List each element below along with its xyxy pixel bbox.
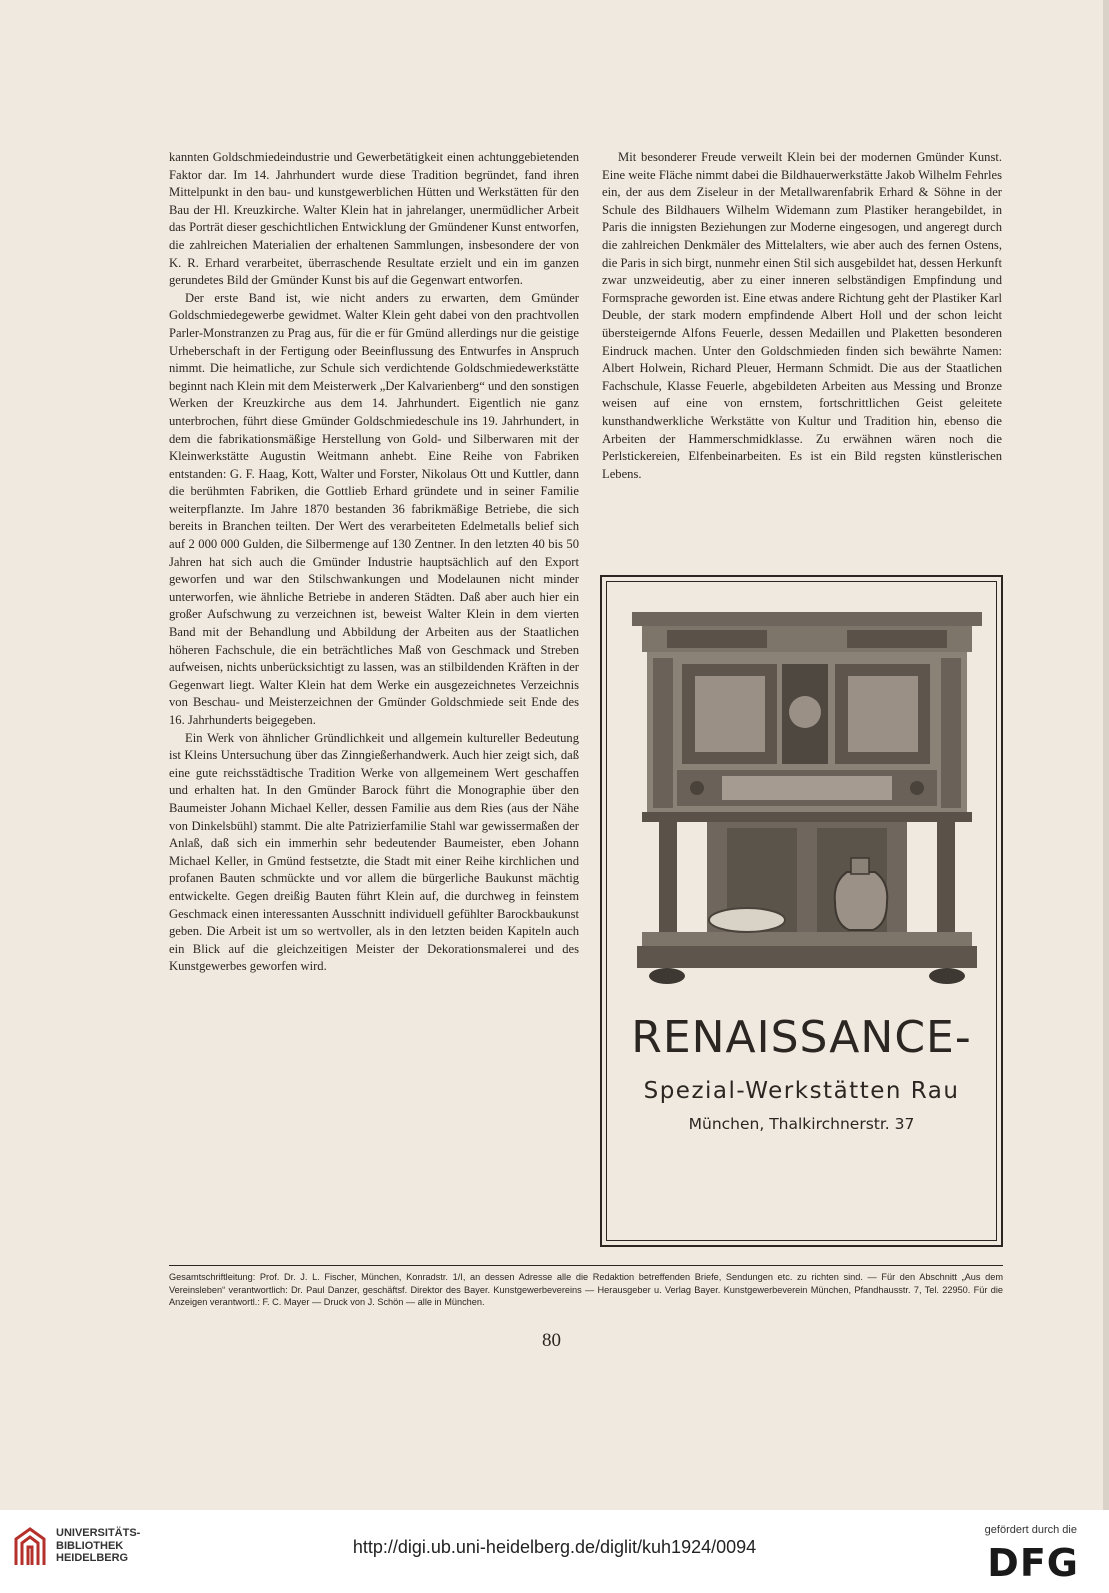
digital-library-footer	[0, 1510, 1109, 1593]
paragraph: Ein Werk von ähnlicher Gründlichkeit und allgemein kultureller Bedeutung ist Kleins Untersuchung über das Zinngießerhandwerk. Auch hier zeigt sich, daß eine gute reichsstädtische Tradition Werke von allgemeinem Wert geschaffen und erhalten hat. In den Gmünder Barock führt die Monographie über den Baumeister Johann Michael Keller, dessen Familie aus dem Ries (aus der Nähe von Dinkelsbühl) stammt. Die alte Patrizierfamilie Stahl war gewissermaßen der Anlaß, daß sich ein immerhin sehr bedeutender Baumeister, eben Johann Michael Keller, in Gmünd festsetzte, die Stadt mit einer Reihe kirchlichen und profanen Bauten schmückte und vor allem die bürgerliche Baukunst mächtig entwickelte. Gegen dreißig Bauten führt Klein auf, die durchweg in feinstem Geschmack einen interessanten Ausschnitt individuell gefühlter Barockbaukunst geben. Die Arbeit ist um so wertvoller, als in den letzten beiden Kapiteln auch ein Blick auf die gleichzeitigen Meister der Dekorationsmalerei und des Kunstgewerbes geworfen wird.	[169, 730, 579, 974]
imprint-text: Gesamtschriftleitung: Prof. Dr. J. L. Fischer, München, Konradstr. 1/I, an dessen Adresse alle die Redaktion betreffenden Briefe, Sendungen etc. zu richten sind. — Für den Abschnitt „Aus dem Vereinsleben“ verantwortlich: Dr. Paul Danzer, geschäftsf. Direktor des Bayer. Kunstgewerbevereins — Herausgeber u. Verlag Bayer. Kunstgewerbeverein München, Pfandhausstr. 7, Tel. 22950. Für die Anzeigen verantwortl.: F. C. Mayer — Druck von J. Schön — alle in München.	[169, 1272, 1003, 1308]
paragraph: kannten Goldschmiedeindustrie und Gewerbetätigkeit einen achtunggebietenden Faktor dar. Im 14. Jahrhundert wurde diese Tradition begründet, fand ihren Mittelpunkt in den bau- und kunstgewerblichen Hütten und Werkstätten für den Bau der Hl. Kreuzkirche. Walter Klein hat in jahrelanger, unermüdlicher Arbeit das Porträt dieser geschichtlichen Entwicklung der Gmündener Kunst entworfen, die zahlreichen Materialien der erhaltenen Sammlungen, insbesondere der von K. R. Erhard verarbeitet, überraschende Resultate erzielt und ein im ganzen gerundetes Bild der Gmünder Kunst bis auf die Gegenwart entworfen.	[169, 150, 579, 288]
permalink-url[interactable]: http://digi.ub.uni-heidelberg.de/diglit/kuh1924/0094	[352, 1537, 757, 1557]
renaissance-cabinet-illustration-icon	[627, 602, 987, 992]
page-number: 80	[542, 1330, 561, 1351]
paragraph: Mit besonderer Freude verweilt Klein bei der modernen Gmünder Kunst. Eine weite Fläche nimmt dabei die Bildhauerwerkstätte Jakob Wilhelm Fehrles ein, der aus dem Ziseleur in der Metallwarenfabrik Erhard & Söhne in der Schule des Bildhauers Wilhelm Widemann zum Plastiker herangebildet, in Paris die innigsten Beziehungen zur Moderne eingesogen, und angeregt durch die zahlreichen Denkmäler des Mittelalters, wie aber auch des fernen Ostens, die Paris in sich birgt, nunmehr einen Stil sich ausgebildet hat, dessen Herkunft zwar unzweideutig, aber zu einer inneren selbständigen Empfindung und Formsprache geworden ist. Eine etwas andere Richtung geht der Plastiker Karl Deuble, der stark modern empfindende Albert Holl und der schon leicht übersteigernde Alfons Feuerle, dessen Medaillen und Plaketten besonderen Eindruck machen. Unter den Goldschmieden finden sich bewährte Namen: Albert Holwein, Richard Pleuer, Hermann Schmidt. Die aus der Staatlichen Fachschule, Klasse Feuerle, abgebildeten Arbeiten aus Messing und Bronze weisen auf eine von ernstem, fortschrittlichen Geist geleitete kunsthandwerkliche Werkstätte von Kultur und Tradition hin, ebenso die Arbeiten der Hammerschmidklasse. Zu erwähnen wären noch die Perlstickereien, Elfenbeinarbeiten. Es ist ein Bild regsten künstlerischen Lebens.	[602, 150, 1002, 481]
left-text-column	[169, 149, 579, 976]
ad-title: RENAISSANCE-	[631, 1012, 972, 1063]
paragraph: Der erste Band ist, wie nicht anders zu erwarten, dem Gmünder Goldschmiedegewerbe gewidmet. Walter Klein geht dabei von den prachtvollen Parler-Monstranzen zu Prag aus, für die er für Gmünd allerdings nur die geistige Urheberschaft in der Fertigung oder Beeinflussung des Entwurfes in Anspruch nimmt. Die heimatliche, zur Schule sich verdichtende Goldschmiedewerkstätte beginnt nach Klein mit dem Meisterwerk „Der Kalvarienberg“ und den sonstigen Werken der Kreuzkirche aus dem 14. Jahrhundert. Eigentlich nie ganz unterbrochen, führt diese Gmünder Goldschmiedeschule ins 19. Jahrhundert, in dem die fabrikationsmäßige Herstellung von Gold- und Silberwaren mit der Kleinwerkstätte Augustin Weitmann anhebt. Eine Reihe von Fabriken entstanden: G. F. Haag, Kott, Walter und Forster, Nikolaus Ott und Kuttler, dann die berühmten Fabriken, die Gottlieb Erhard gründete und in seiner Familie weiterpflanzte. Im Jahre 1870 bestanden 36 fabrikmäßige Betriebe, die sich bereits in Branchen teilten. Der Wert des verarbeiteten Edelmetalls belief sich auf 2 000 000 Gulden, die Silbermenge auf 130 Zentner. In den letzten 40 bis 50 Jahren hat sich auch die Gmünder Industrie hauptsächlich auf den Export geworfen und war den Stilschwankungen und Modelaunen nicht minder unterworfen, wie ähnliche Betriebe in anderen Städten. Daß aber auch hier ein großer Aufschwung zu verzeichnen ist, beweist Walter Klein in dem vierten Band mit der Behandlung und Abbildung der Arbeiten aus der Staatlichen höheren Fachschule, die ein beträchtliches Maß von Geschmack und Streben aufweisen, nichts unberücksichtigt zu lassen, was an stilbildenden Kräften in der Gegenwart liegt. Walter Klein hat dem Werke ein ausgezeichnetes Verzeichnis von Beschau- und Meisterzeichnen der Gmünder Goldschmiede seit Ende des 16. Jahrhunderts beigegeben.	[169, 290, 579, 727]
right-text-column	[602, 149, 1002, 483]
library-name-line: UNIVERSITÄTS-	[56, 1527, 141, 1539]
ad-subtitle: Spezial-Werkstätten Rau	[643, 1078, 960, 1104]
advertisement	[600, 575, 1003, 1247]
footer-rule	[169, 1265, 1003, 1266]
dfg-logo[interactable]: DFG	[987, 1541, 1079, 1585]
library-name-line: HEIDELBERG	[56, 1552, 129, 1564]
library-name-line: BIBLIOTHEK	[56, 1539, 124, 1552]
advertisement-frame	[606, 581, 997, 1241]
funded-by-label: gefördert durch die	[984, 1524, 1077, 1536]
ad-address: München, Thalkirchnerstr. 37	[688, 1115, 915, 1133]
